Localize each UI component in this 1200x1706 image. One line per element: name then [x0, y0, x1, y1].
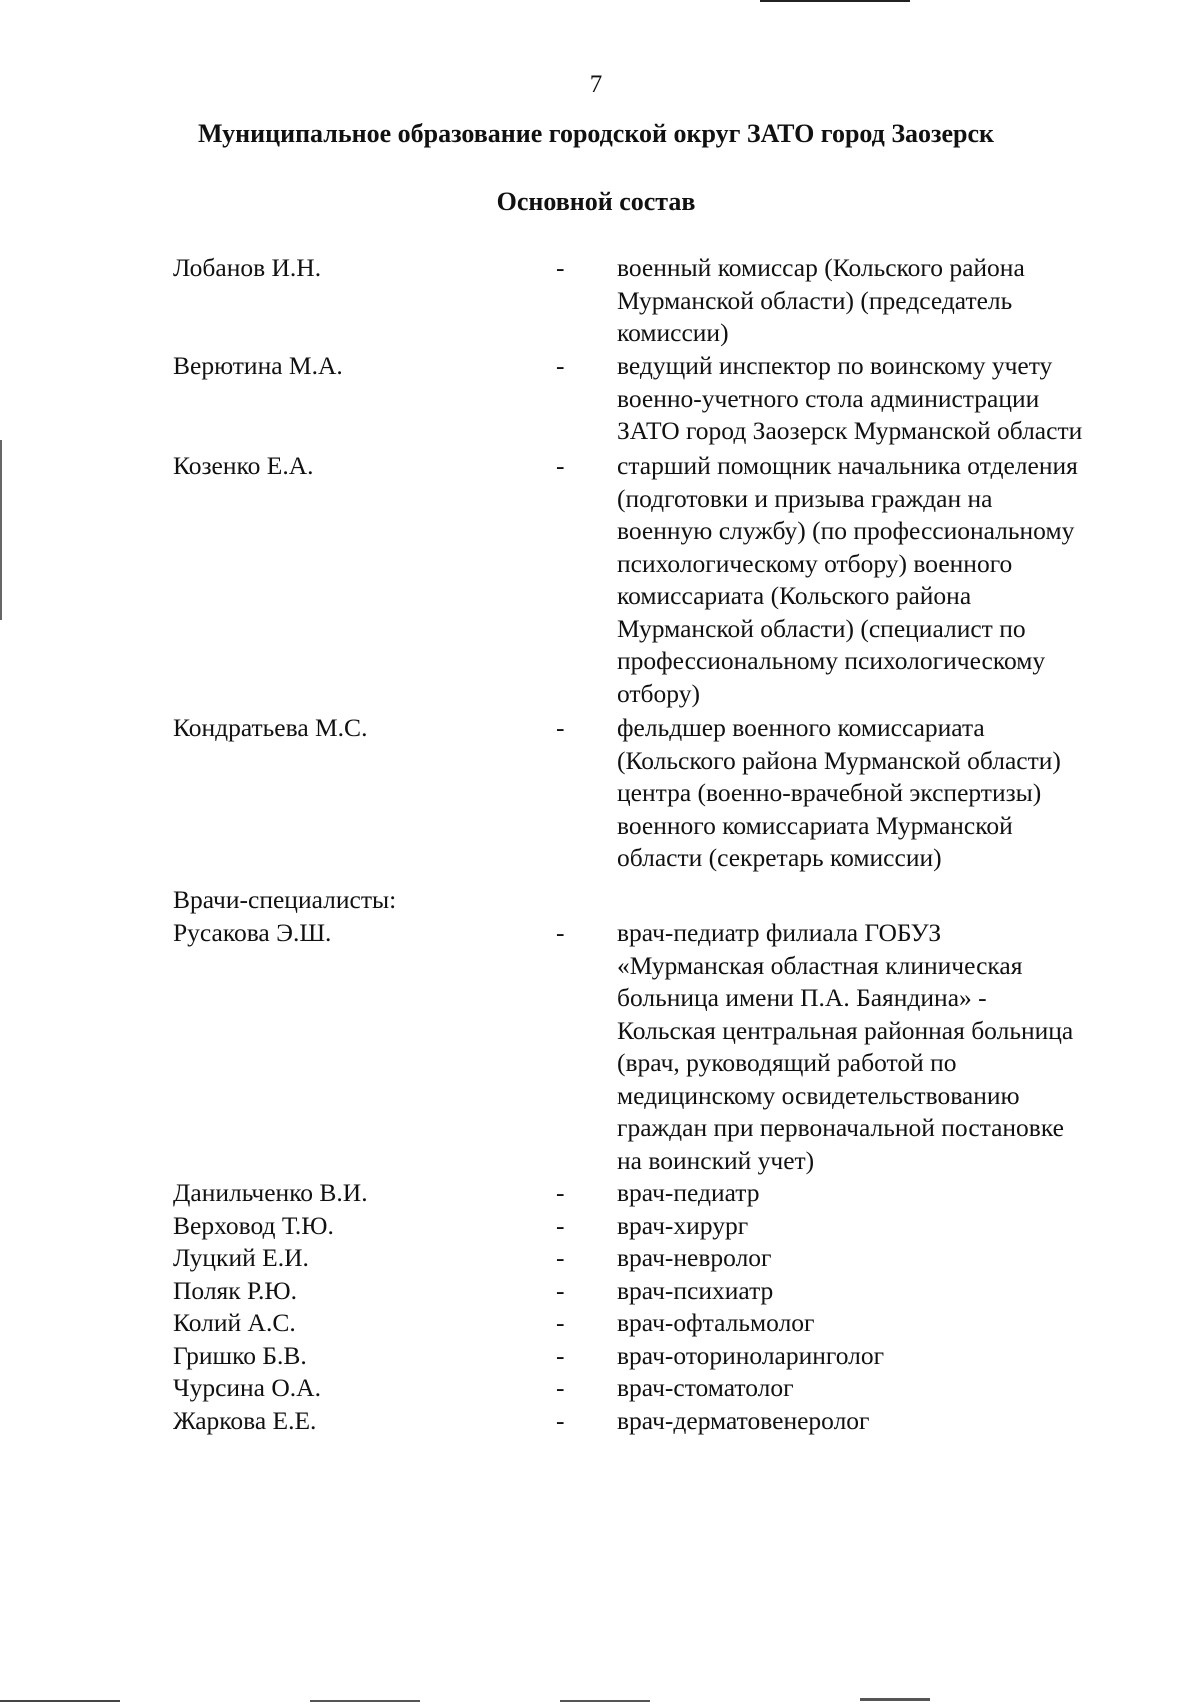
role-line: фельдшер военного комиссариата — [617, 713, 985, 742]
scan-artifact-top-line — [760, 0, 910, 2]
role-line: медицинскому освидетельствованию — [617, 1080, 1020, 1110]
role-line: (подготовки и призыва граждан на — [617, 483, 993, 513]
dash: - — [556, 351, 565, 380]
member-name: Лобанов И.Н. — [173, 253, 322, 282]
dash: - — [556, 1373, 565, 1402]
specialist-name: Луцкий Е.И. — [173, 1243, 309, 1272]
role-line: военную службу) (по профессиональному — [617, 516, 1075, 545]
dash: - — [556, 1243, 565, 1272]
role-line: на воинский учет) — [617, 1145, 815, 1175]
scan-artifact-bottom-line — [0, 1700, 120, 1702]
dash: - — [556, 918, 565, 947]
dash: - — [556, 1178, 565, 1207]
role-line: военного комиссариата Мурманской — [617, 810, 1013, 840]
dash: - — [556, 1406, 565, 1435]
scan-artifact-bottom-mark — [860, 1698, 930, 1701]
specialists-label: Врачи-специалисты: — [173, 885, 397, 914]
role-line: Мурманской области) (специалист по — [617, 613, 1026, 643]
specialist-name: Русакова Э.Ш. — [173, 918, 332, 947]
role-line: комиссариата (Кольского района — [617, 581, 972, 610]
scan-artifact-left-edge — [0, 440, 2, 620]
role-line: военно-учетного стола администрации — [617, 383, 1040, 413]
role-line: центра (военно-врачебной экспертизы) — [617, 778, 1042, 807]
role-line: врач-педиатр филиала ГОБУЗ — [617, 918, 942, 947]
specialist-role: врач-оториноларинголог — [617, 1341, 885, 1370]
member-role — [617, 450, 1162, 710]
role-line: (врач, руководящий работой по — [617, 1048, 957, 1077]
specialist-role: врач-дерматовенеролог — [617, 1406, 870, 1435]
specialist-role: врач-офтальмолог — [617, 1308, 815, 1337]
dash: - — [556, 451, 565, 480]
specialist-name: Гришко Б.В. — [173, 1341, 307, 1370]
scan-artifact-bottom-mark — [310, 1700, 420, 1702]
specialist-role: врач-психиатр — [617, 1276, 774, 1305]
dash: - — [556, 1341, 565, 1370]
role-line: профессиональному психологическому — [617, 646, 1046, 675]
role-line: Кольская центральная районная больница — [617, 1015, 1074, 1045]
member-role — [617, 350, 1162, 448]
member-role — [617, 712, 1162, 875]
dash: - — [556, 1211, 565, 1240]
org-title: Муниципальное образование городской округ ЗАТО город Заозерск — [197, 119, 995, 148]
role-line: психологическому отбору) военного — [617, 548, 1013, 578]
role-line: комиссии) — [617, 318, 729, 347]
role-line: больница имени П.А. Баяндина» - — [617, 983, 987, 1012]
specialist-role: врач-стоматолог — [617, 1373, 794, 1402]
specialist-name: Чурсина О.А. — [173, 1373, 321, 1402]
role-line: граждан при первоначальной постановке — [617, 1113, 1064, 1142]
specialist-name: Жаркова Е.Е. — [173, 1406, 317, 1435]
specialist-name: Поляк Р.Ю. — [173, 1276, 298, 1305]
role-line: «Мурманская областная клиническая — [617, 950, 1023, 980]
dash: - — [556, 1308, 565, 1337]
role-line: ЗАТО город Заозерск Мурманской области — [617, 416, 1083, 445]
scan-artifact-bottom-mark — [560, 1700, 650, 1702]
section-title: Основной состав — [496, 187, 696, 216]
dash: - — [556, 713, 565, 742]
dash: - — [556, 1276, 565, 1305]
role-line: области (секретарь комиссии) — [617, 843, 942, 872]
member-name: Кондратьева М.С. — [173, 713, 368, 742]
specialist-role: врач-невролог — [617, 1243, 772, 1272]
specialist-name: Верховод Т.Ю. — [173, 1211, 334, 1240]
specialist-role — [617, 917, 1162, 1177]
dash: - — [556, 253, 565, 282]
page-number: 7 — [589, 71, 603, 98]
member-role — [617, 252, 1162, 350]
role-line: ведущий инспектор по воинскому учету — [617, 351, 1053, 380]
role-line: (Кольского района Мурманской области) — [617, 745, 1061, 775]
member-name: Козенко Е.А. — [173, 451, 314, 480]
role-line: старший помощник начальника отделения — [617, 451, 1078, 480]
specialist-name: Данильченко В.И. — [173, 1178, 368, 1207]
specialist-role: врач-педиатр — [617, 1178, 760, 1207]
member-name: Верютина М.А. — [173, 351, 343, 380]
role-line: отбору) — [617, 678, 700, 708]
role-line: военный комиссар (Кольского района — [617, 253, 1025, 282]
role-line: Мурманской области) (председатель — [617, 285, 1013, 315]
specialist-role: врач-хирург — [617, 1211, 749, 1240]
specialist-name: Колий А.С. — [173, 1308, 296, 1337]
